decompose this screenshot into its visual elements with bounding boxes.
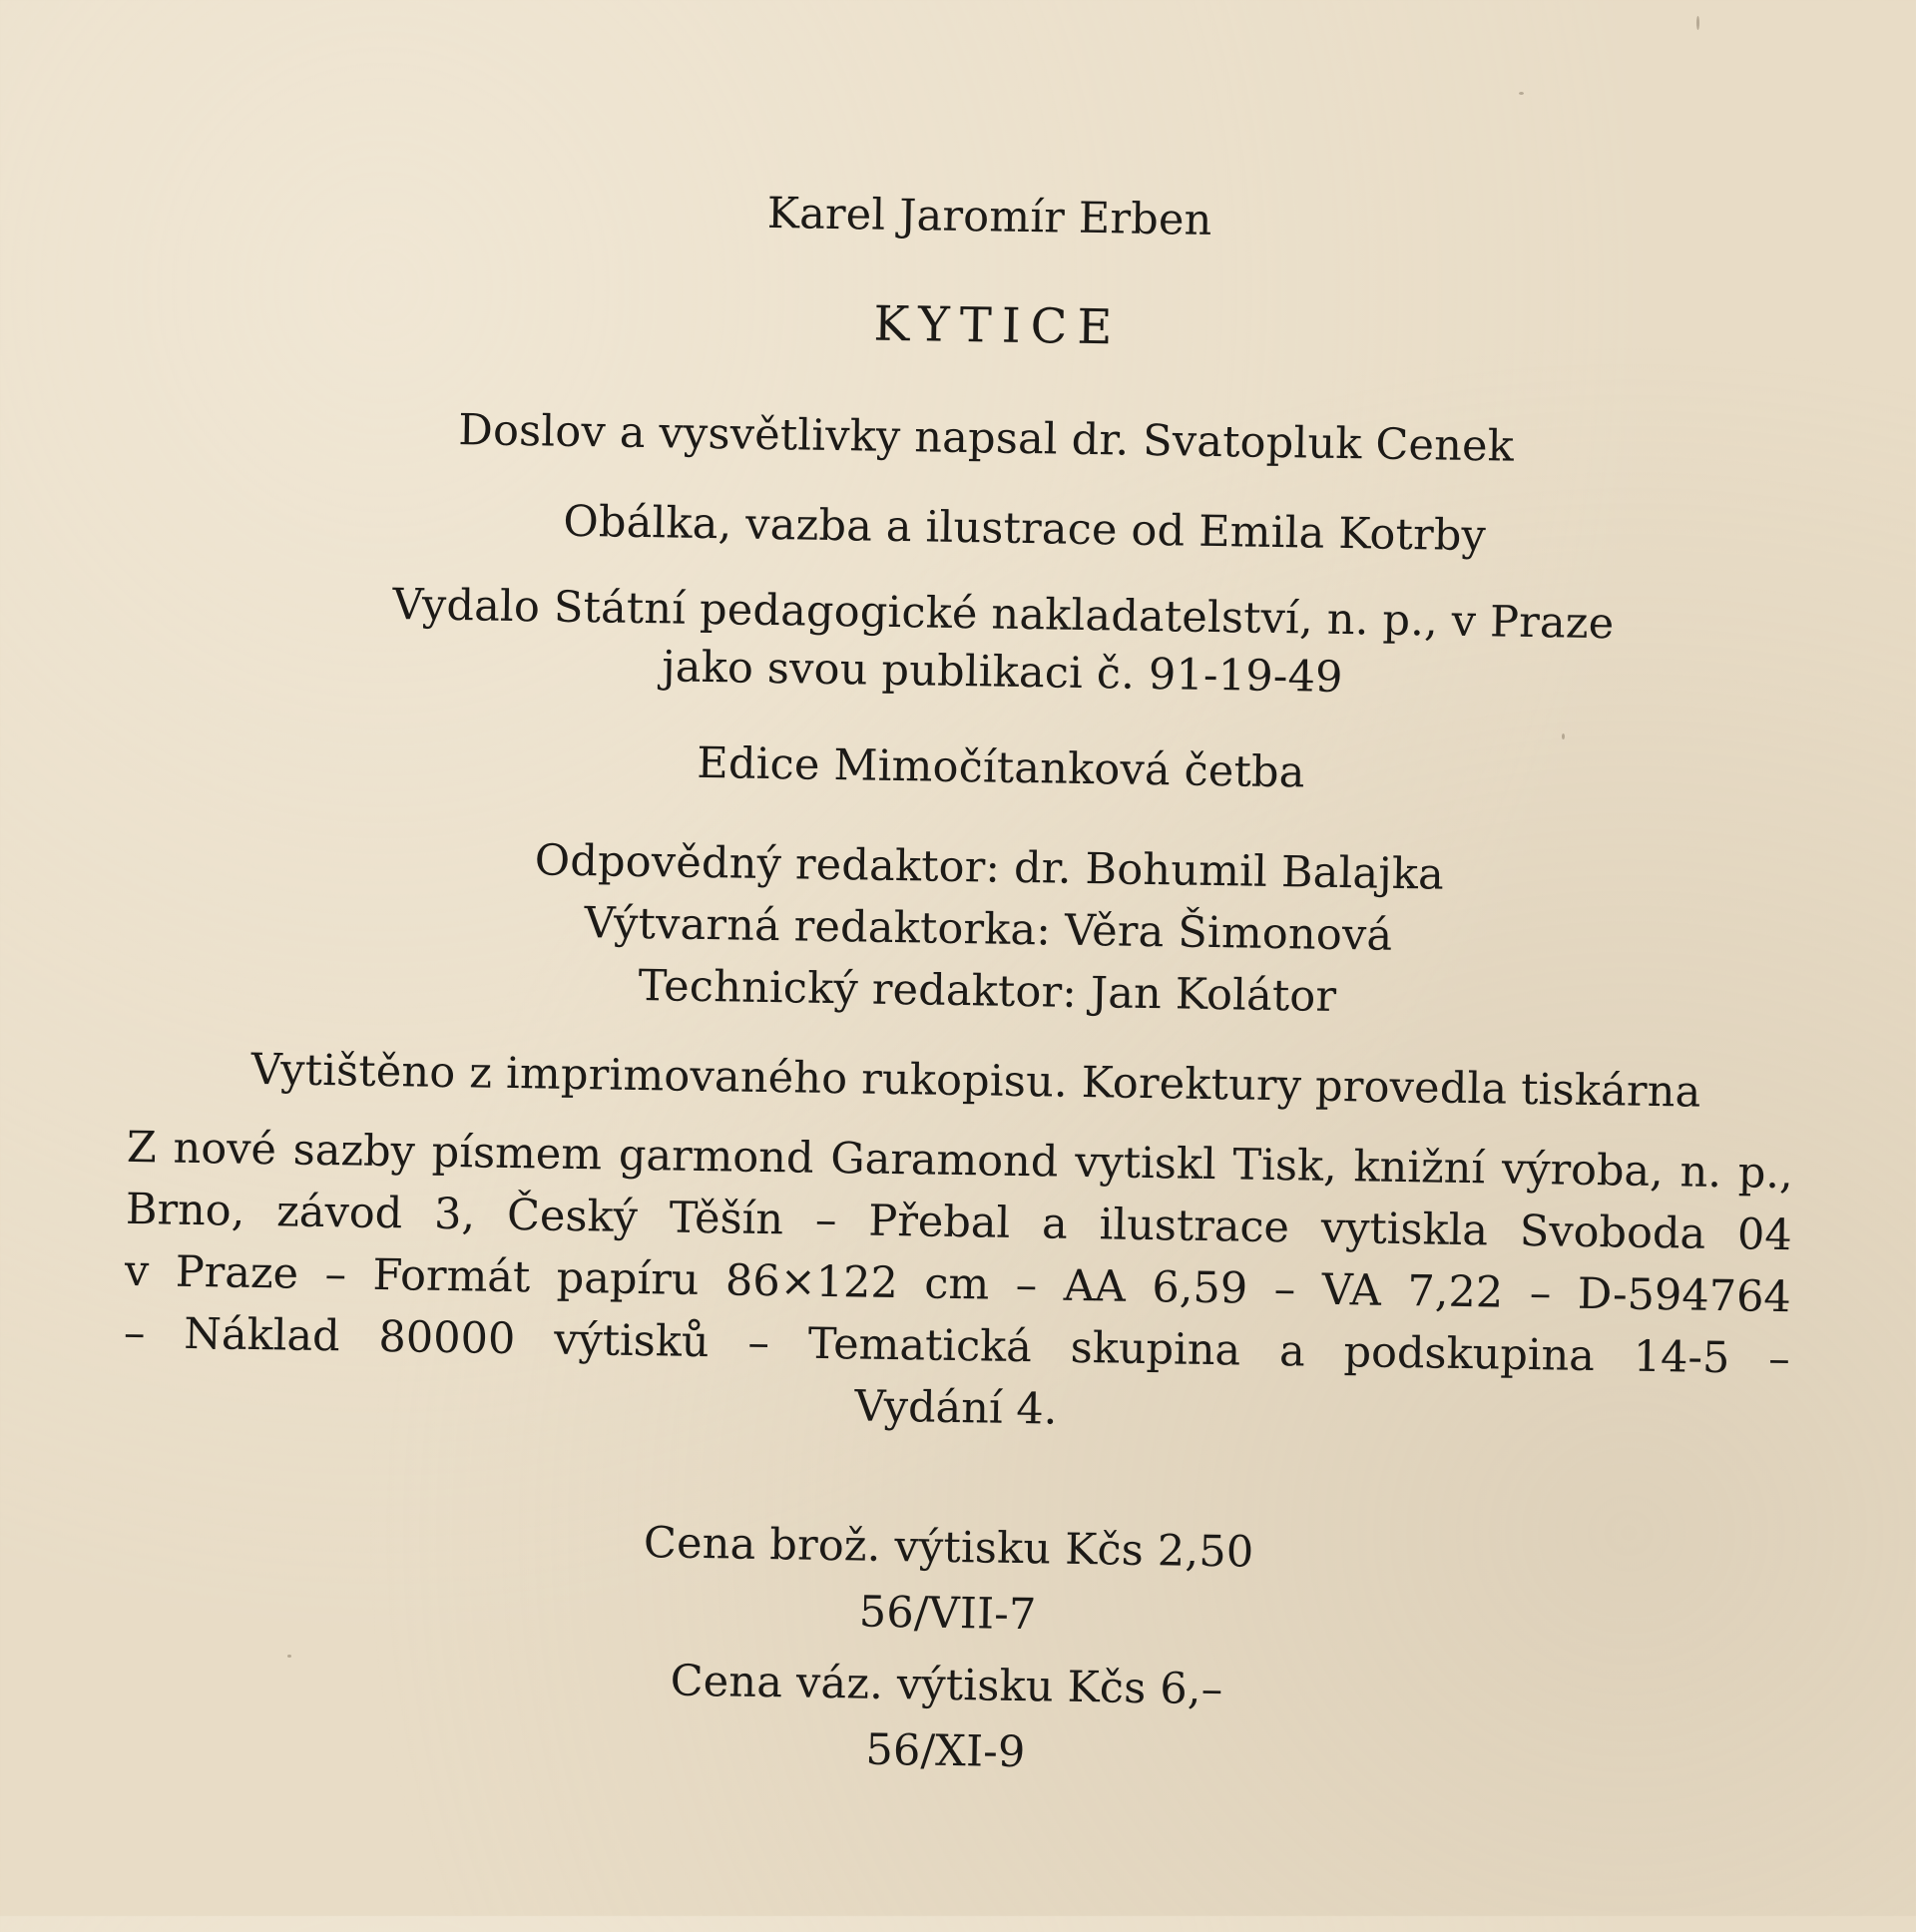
price-hardcover-code: 56/XI-9 — [865, 1724, 1026, 1778]
paper-speck — [287, 1655, 291, 1658]
paper-speck — [1696, 16, 1699, 30]
publisher-line-1: Vydalo Státní pedagogické nakladatelství, n. p., v Praze — [392, 580, 1615, 650]
print-details-line: v Praze – Formát papíru 86×122 cm – AA 6,59 – VA 7,22 – D-594764 — [124, 1245, 1792, 1323]
price-hardcover: Cena váz. výtisku Kčs 6,– — [670, 1656, 1223, 1715]
paper-speck — [1519, 92, 1524, 95]
editor-responsible: Odpovědný redaktor: dr. Bohumil Balajka — [534, 835, 1445, 900]
editor-technical: Technický redaktor: Jan Kolátor — [638, 960, 1337, 1022]
editor-art: Výtvarná redaktorka: Věra Šimonová — [584, 898, 1393, 961]
book-title: KYTICE — [873, 295, 1123, 356]
print-details-last-line: Vydání 4. — [854, 1381, 1058, 1435]
publisher-line-2: jako svou publikaci č. 91-19-49 — [661, 642, 1344, 704]
printing-note: Vytištěno z imprimovaného rukopisu. Korektury provedla tiskárna — [250, 1044, 1701, 1118]
edition-name: Edice Mimočítanková četba — [696, 737, 1305, 798]
print-details-line: Brno, závod 3, Český Těšín – Přebal a ilustrace vytiskla Svoboda 04 — [125, 1184, 1793, 1261]
paper-speck — [1562, 733, 1565, 739]
print-details — [123, 1117, 1794, 1452]
print-details-line: Z nové sazby písmem garmond Garamond vytiskl Tisk, knižní výroba, n. p., — [126, 1122, 1794, 1200]
author-name: Karel Jaromír Erben — [766, 188, 1212, 245]
price-paperback-code: 56/VII-7 — [858, 1587, 1037, 1641]
print-details-line: – Náklad 80000 výtisků – Tematická skupina a podskupina 14-5 – — [123, 1307, 1791, 1385]
afterword-credit: Doslov a vysvětlivky napsal dr. Svatopluk Cenek — [457, 405, 1515, 472]
illustration-credit: Obálka, vazba a ilustrace od Emila Kotrby — [563, 496, 1487, 562]
price-paperback: Cena brož. výtisku Kčs 2,50 — [643, 1518, 1254, 1578]
